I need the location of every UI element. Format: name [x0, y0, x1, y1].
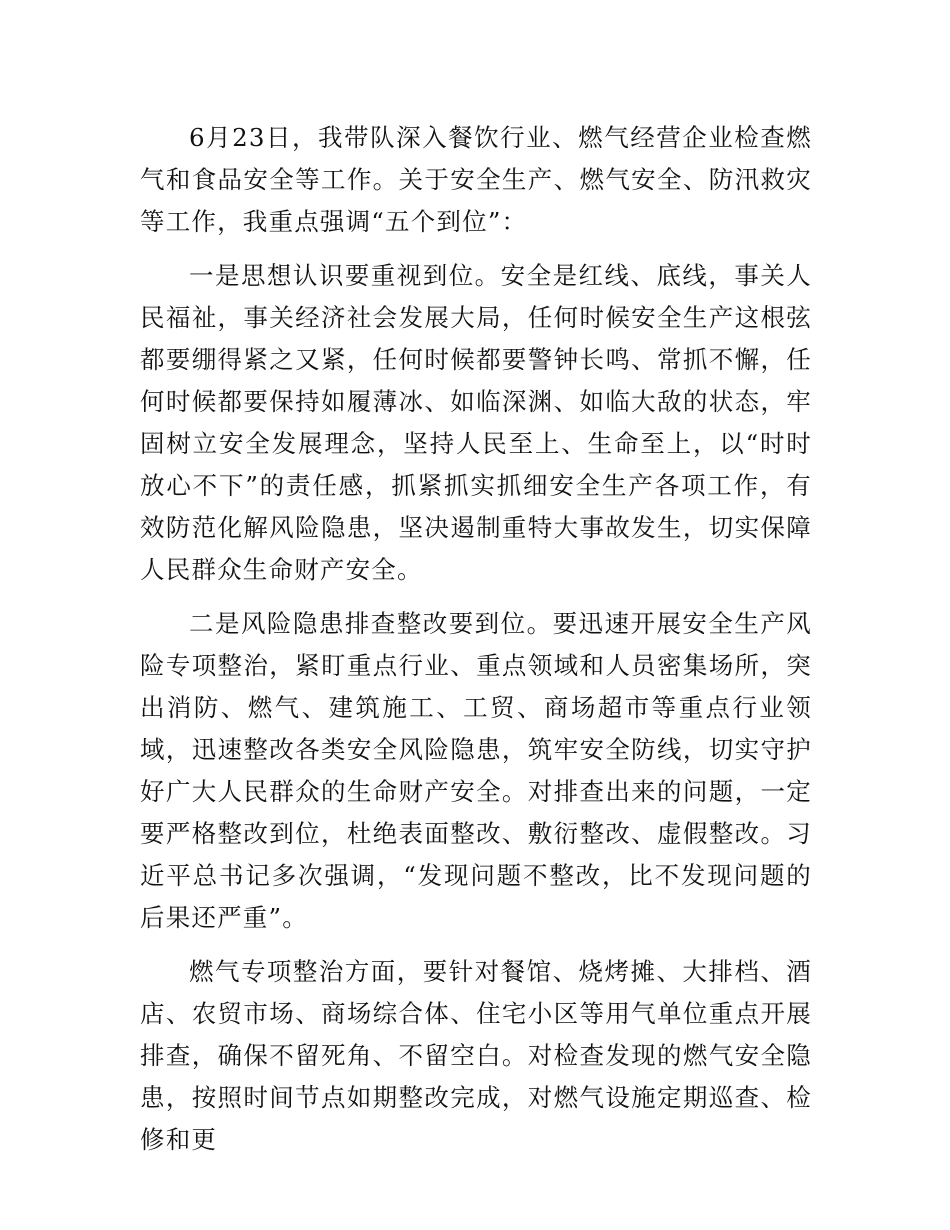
- document-body: [140, 117, 812, 1161]
- paragraph-point-one: 一是思想认识要重视到位。安全是红线、底线，事关人民福祉，事关经济社会发展大局，任何时候安全生产这根弦都要绷得紧之又紧，任何时候都要警钟长鸣、常抓不懈，任何时候都要保持如履薄冰、如临深渊、如临大敌的状态，牢固树立安全发展理念，坚持人民至上、生命至上，以“时时放心不下”的责任感，抓紧抓实抓细安全生产各项工作，有效防范化解风险隐患，坚决遏制重特大事故发生，切实保障人民群众生命财产安全。: [140, 261, 812, 584]
- paragraph-point-two: 二是风险隐患排查整改要到位。要迅速开展安全生产风险专项整治，紧盯重点行业、重点领域和人员密集场所，突出消防、燃气、建筑施工、工贸、商场超市等重点行业领域，迅速整改各类安全风险隐患，筑牢安全防线，切实守护好广大人民群众的生命财产安全。对排查出来的问题，一定要严格整改到位，杜绝表面整改、敷衍整改、虚假整改。习近平总书记多次强调，“发现问题不整改，比不发现问题的后果还严重”。: [140, 609, 812, 932]
- paragraph-intro: 6月23日，我带队深入餐饮行业、燃气经营企业检查燃气和食品安全等工作。关于安全生产、燃气安全、防汛救灾等工作，我重点强调“五个到位”：: [140, 123, 812, 236]
- paragraph-gas-rectification: 燃气专项整治方面，要针对餐馆、烧烤摊、大排档、酒店、农贸市场、商场综合体、住宅小区等用气单位重点开展排查，确保不留死角、不留空白。对检查发现的燃气安全隐患，按照时间节点如期整改完成，对燃气设施定期巡查、检修和更: [140, 957, 812, 1154]
